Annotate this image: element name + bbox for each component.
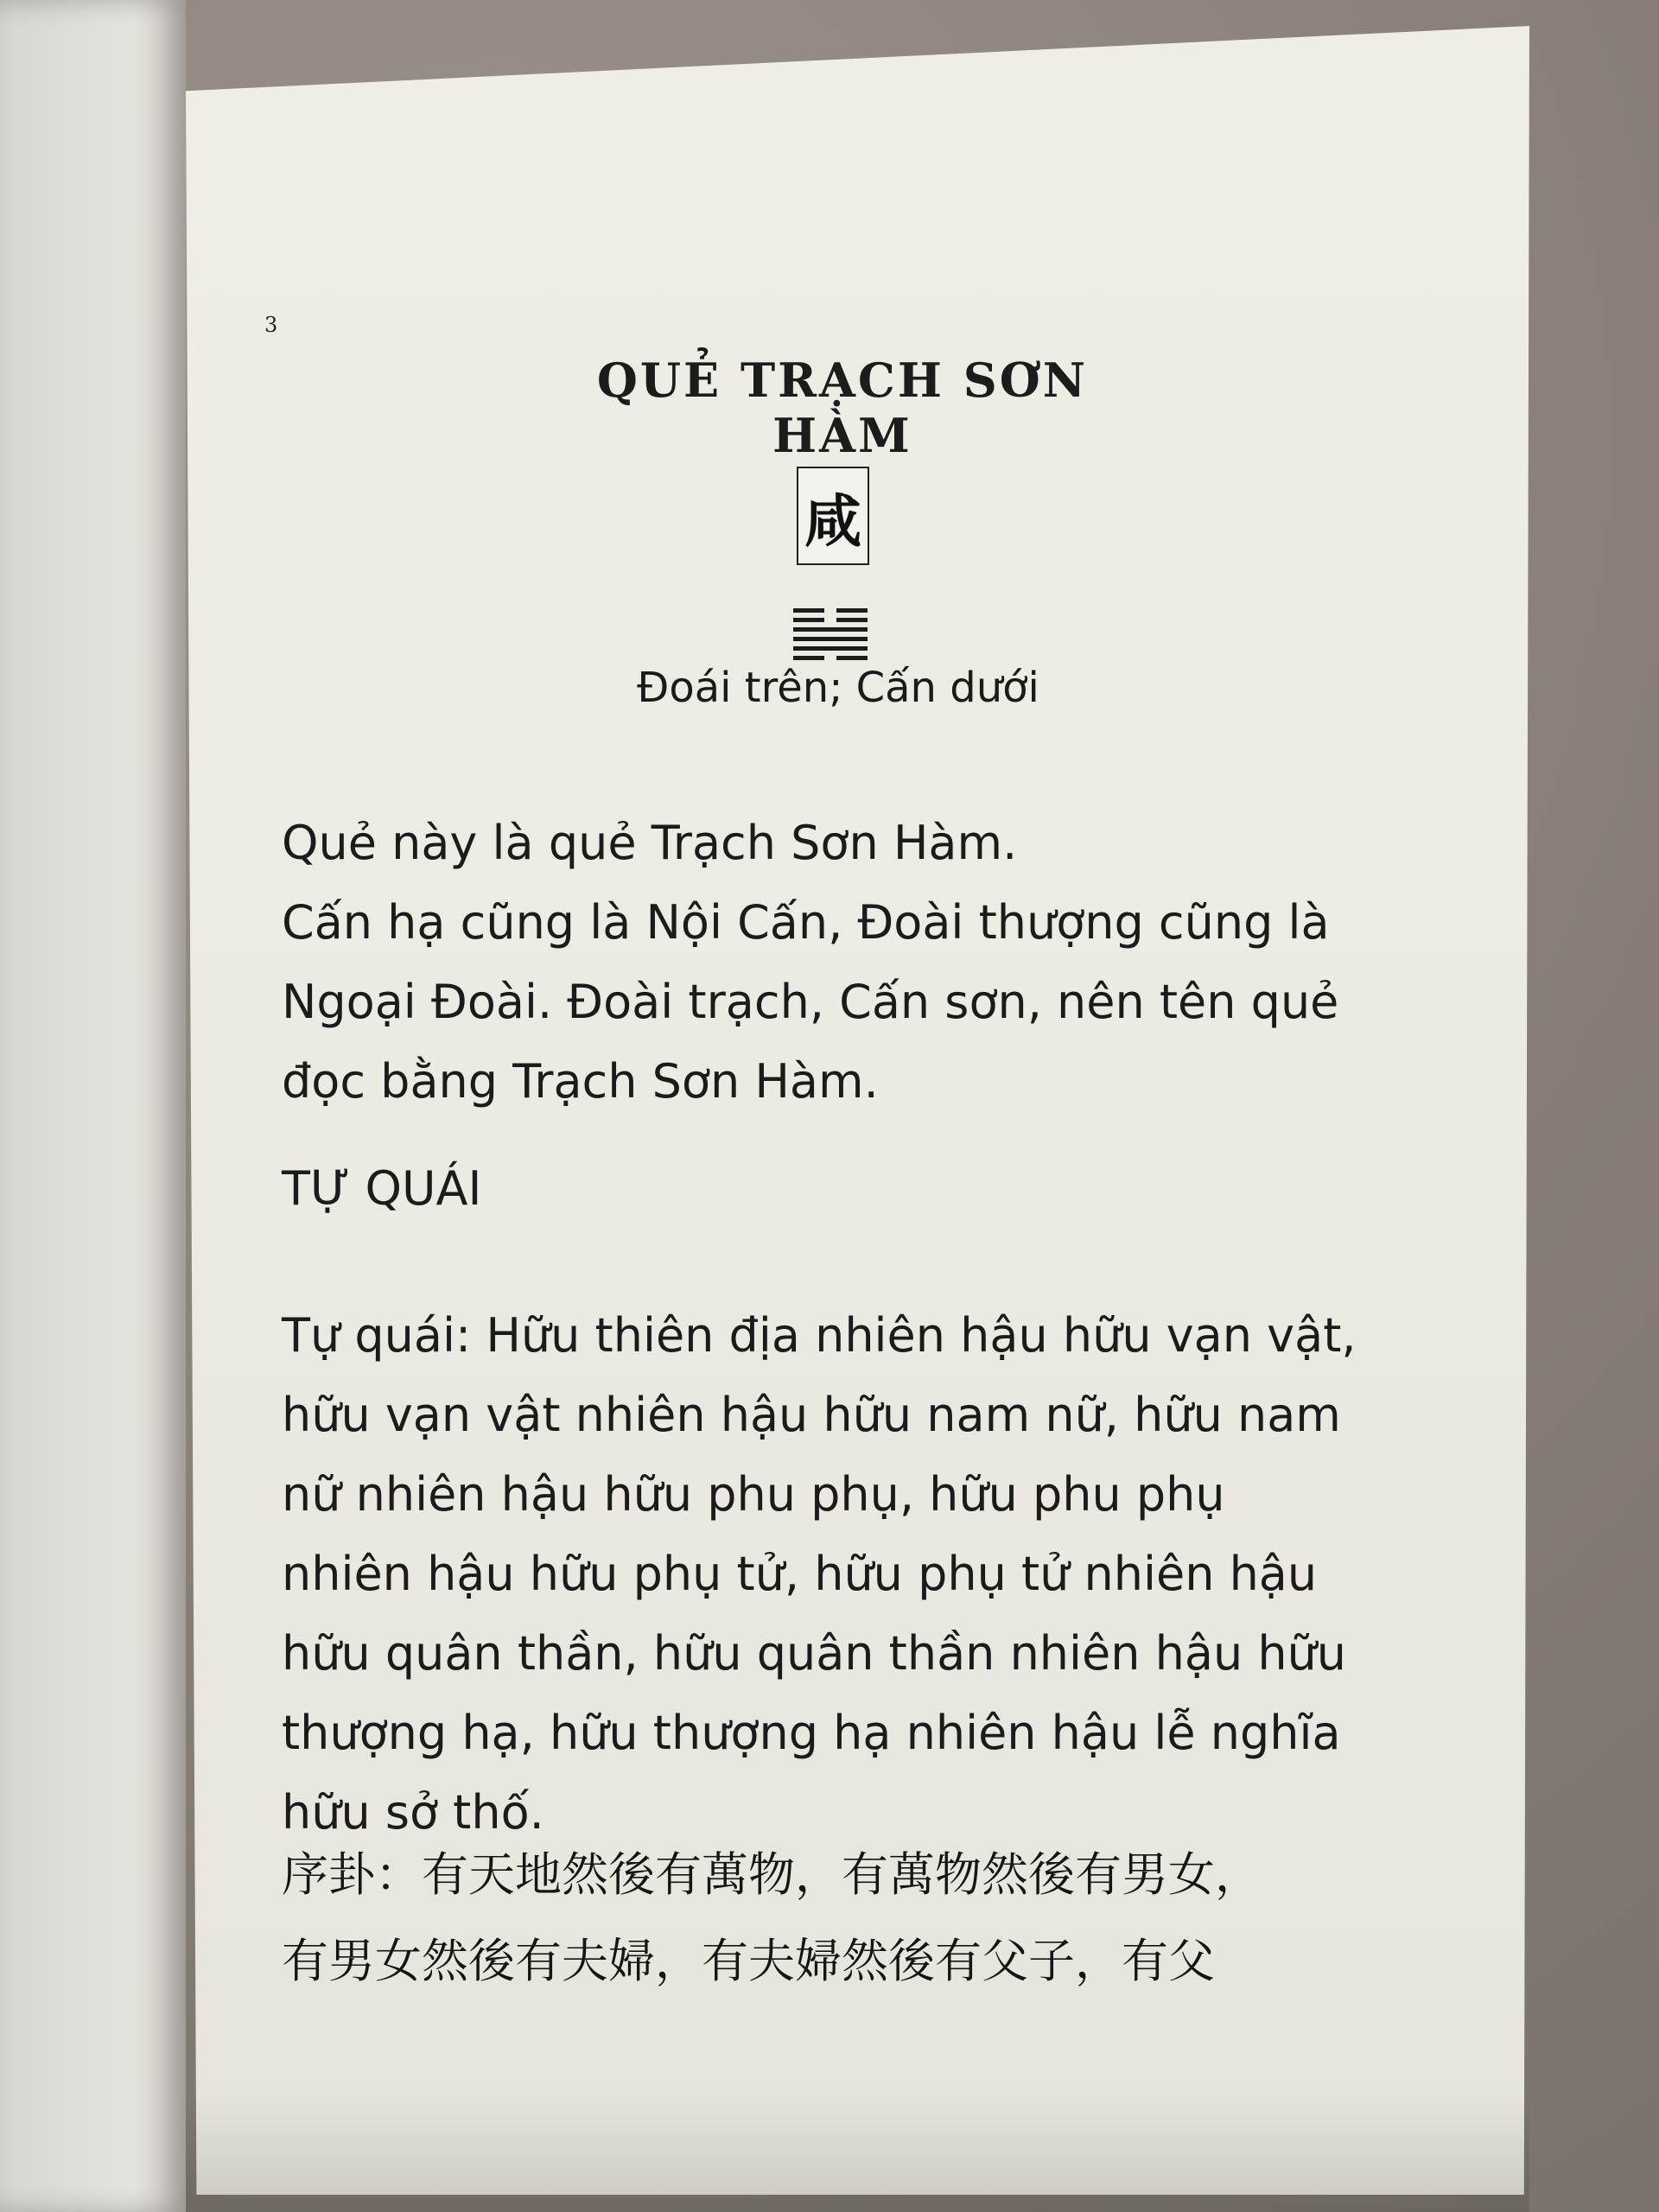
hexagram-solid-line	[793, 627, 868, 632]
hexagram-symbol	[793, 608, 868, 665]
body-line: hữu quân thần, hữu quân thần nhiên hậu hữu	[282, 1626, 1347, 1681]
hexagram-solid-line	[793, 637, 868, 641]
body-line: hữu vạn vật nhiên hậu hữu nam nữ, hữu nam	[282, 1388, 1341, 1442]
section-body	[282, 1296, 1457, 1853]
body-line: thượng hạ, hữu thượng hạ nhiên hậu lễ nghĩa	[282, 1706, 1341, 1760]
intro-line: Quẻ này là quẻ Trạch Sơn Hàm.	[282, 816, 1018, 870]
section-heading	[282, 1149, 1457, 1229]
hexagram-solid-line	[793, 646, 868, 651]
trigram-subtitle: Đoái trên; Cấn dưới	[637, 664, 1039, 712]
intro-paragraph	[282, 804, 1457, 1122]
hexagram-broken-line	[793, 618, 868, 622]
hexagram-seal: 咸	[797, 467, 869, 565]
section-heading-text: TỰ QUÁI	[282, 1161, 482, 1216]
body-line: hữu sở thố.	[282, 1785, 544, 1840]
hexagram-broken-line	[793, 608, 868, 613]
intro-line: đọc bằng Trạch Sơn Hàm.	[282, 1054, 879, 1109]
body-line: nhiên hậu hữu phụ tử, hữu phụ tử nhiên hậu	[282, 1547, 1318, 1601]
chinese-line: 有男女然後有夫婦，有夫婦然後有父子，有父	[282, 1934, 1215, 1988]
chinese-line: 序卦：有天地然後有萬物，有萬物然後有男女，	[282, 1847, 1262, 1902]
page-shadow	[186, 2091, 1529, 2212]
hexagram-broken-line	[793, 656, 868, 660]
chinese-text	[282, 1832, 1474, 2005]
page-number: 3	[264, 313, 278, 337]
intro-line: Ngoại Đoài. Đoài trạch, Cấn sơn, nên tên quẻ	[282, 975, 1339, 1029]
body-line: Tự quái: Hữu thiên địa nhiên hậu hữu vạn vật,	[282, 1308, 1357, 1363]
body-line: nữ nhiên hậu hữu phu phụ, hữu phu phụ	[282, 1467, 1225, 1522]
page-title: QUẺ TRẠCH SƠN HÀM	[596, 353, 1089, 463]
intro-line: Cấn hạ cũng là Nội Cấn, Đoài thượng cũng là	[282, 895, 1330, 950]
facing-page	[0, 0, 186, 2212]
